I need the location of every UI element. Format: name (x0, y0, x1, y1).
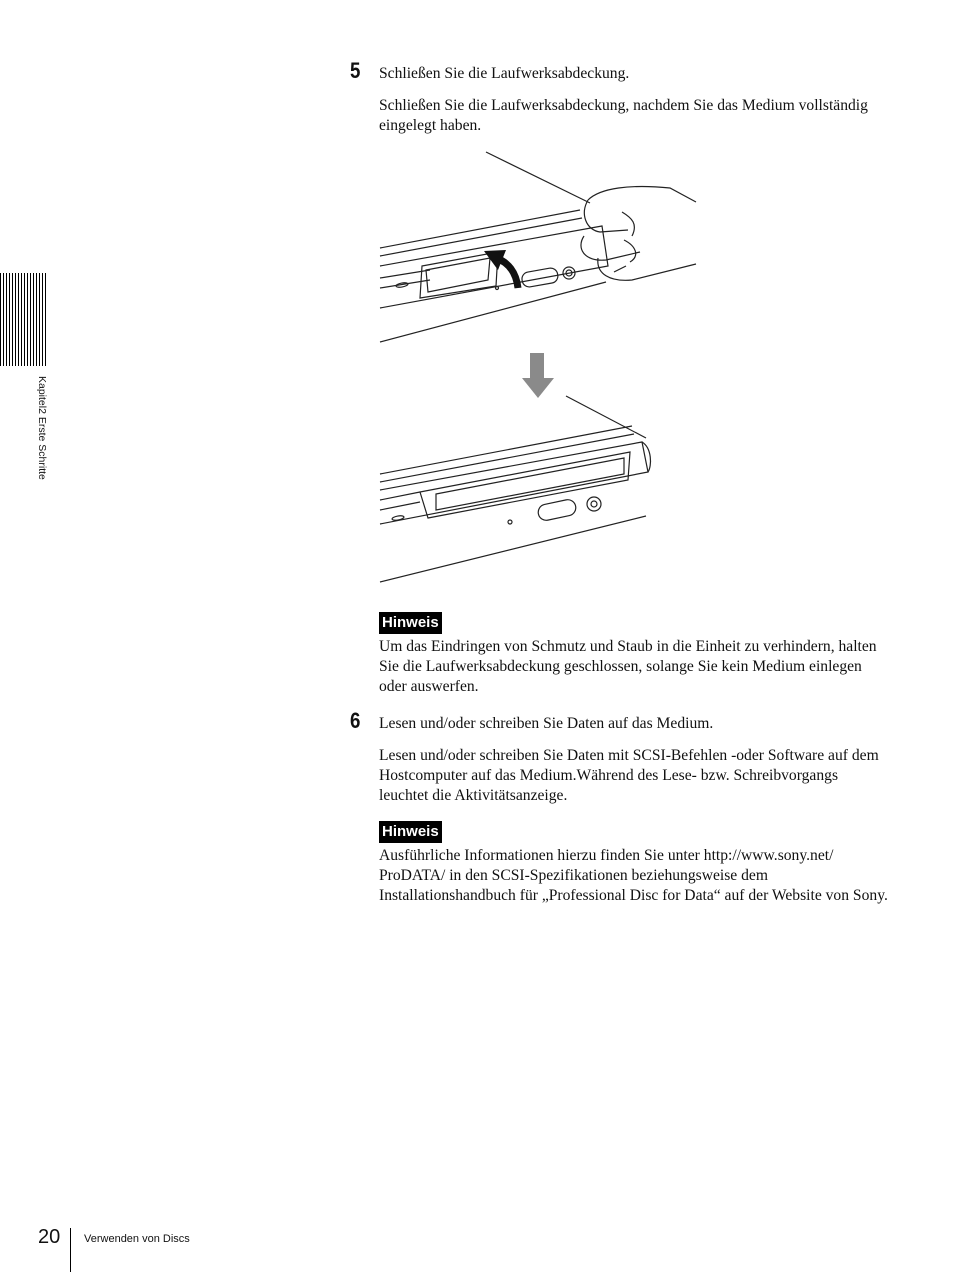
step-5-number: 5 (350, 58, 361, 83)
drive-cover-illustration (370, 148, 710, 588)
step-6-number: 6 (350, 708, 361, 733)
step-5-heading: Schließen Sie die Laufwerksabdeckung. (379, 65, 630, 82)
note-label: Hinweis (379, 612, 442, 634)
footer-divider (70, 1228, 71, 1272)
step-6-body: Lesen und/oder schreiben Sie Daten mit SCSI-Befehlen -oder Software auf dem Hostcomputer auf das Medium.Während des Lese- bzw. Schreibvorgangs leuchtet die Aktivitätsanzeige. (379, 747, 879, 804)
chapter-tab-stripes (0, 273, 48, 366)
step-5-body: Schließen Sie die Laufwerksabdeckung, nachdem Sie das Medium vollständig eingelegt haben. (379, 97, 868, 134)
note-label: Hinweis (379, 821, 442, 843)
note-text: Um das Eindringen von Schmutz und Staub in die Einheit zu verhindern, halten Sie die Laufwerksabdeckung geschlossen, solange Sie kein Medium einlegen oder auswerfen. (379, 638, 877, 695)
chapter-label: Kapitel2 Erste Schritte (36, 376, 48, 480)
footer-section-title: Verwenden von Discs (84, 1233, 190, 1245)
step-6-heading: Lesen und/oder schreiben Sie Daten auf das Medium. (379, 715, 714, 732)
page-number: 20 (38, 1226, 61, 1248)
note-text: Ausführliche Informationen hierzu finden Sie unter http://www.sony.net/ ProDATA/ in den SCSI-Spezifikationen beziehungsweise dem Installationshandbuch für „Professional Disc for Data“ auf der Website von Sony. (379, 847, 888, 904)
